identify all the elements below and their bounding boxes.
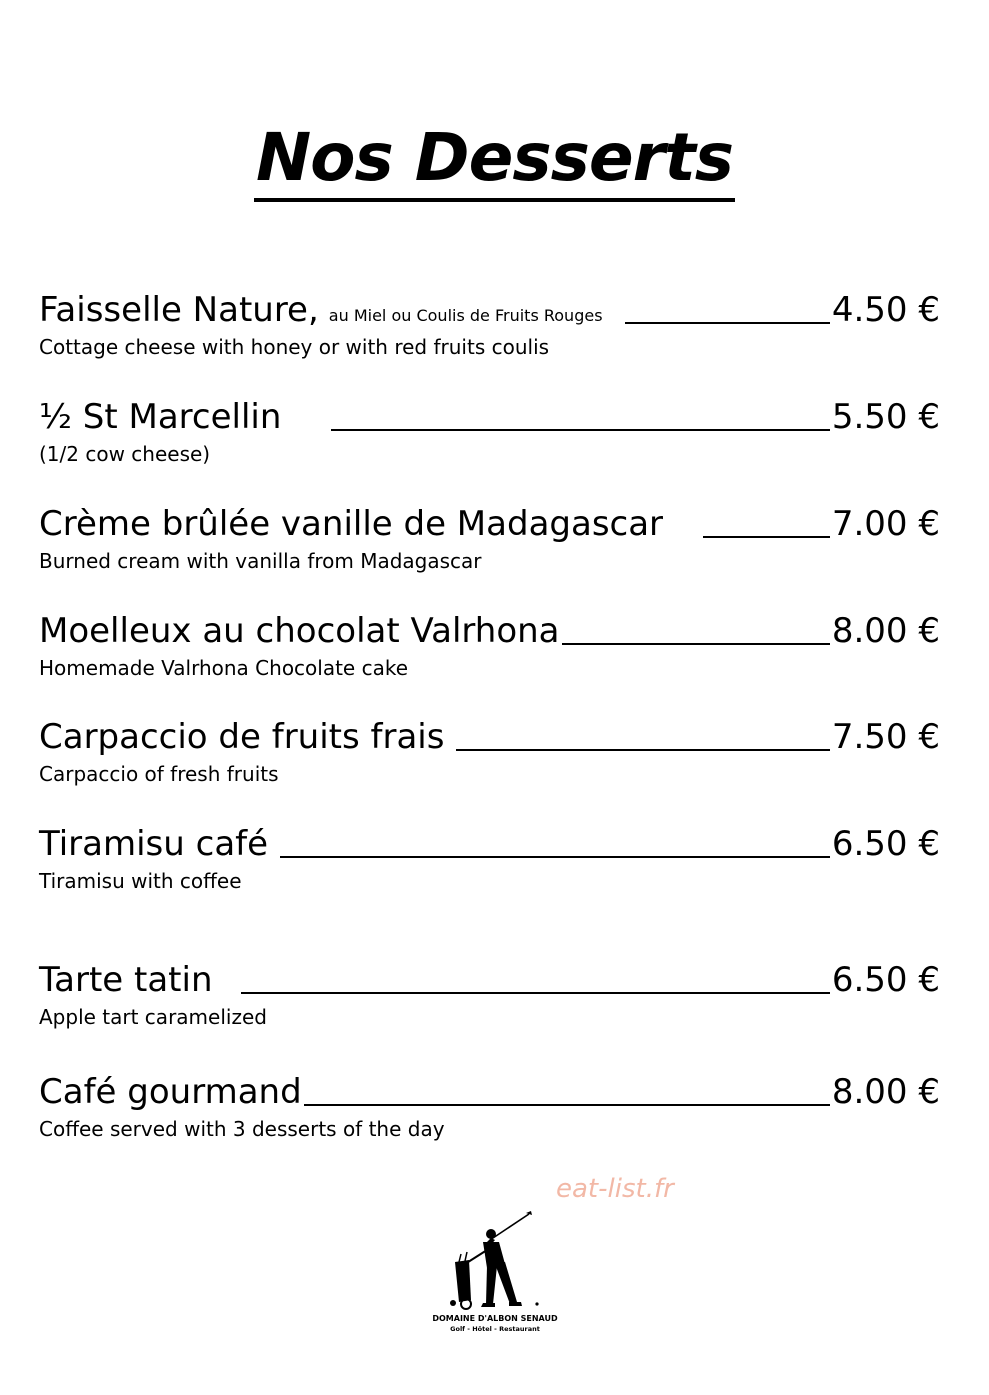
logo-name: DOMAINE D'ALBON SENAUD xyxy=(432,1314,558,1323)
item-description: Tiramisu with coffee xyxy=(39,869,242,893)
item-name: Carpaccio de fruits frais xyxy=(39,717,445,757)
item-note: au Miel ou Coulis de Fruits Rouges xyxy=(328,306,603,325)
item-name: Tiramisu café xyxy=(39,824,269,864)
menu-item-carpaccio xyxy=(39,713,940,787)
menu-item-tiramisu xyxy=(39,820,940,894)
item-description: Apple tart caramelized xyxy=(39,1005,267,1029)
item-name: Café gourmand xyxy=(39,1072,302,1112)
item-name: Crème brûlée vanille de Madagascar xyxy=(39,504,664,544)
menu-item-creme-brulee xyxy=(39,500,940,574)
menu-item-moelleux xyxy=(39,607,940,681)
golfer-logo xyxy=(425,1206,565,1346)
item-description: Carpaccio of fresh fruits xyxy=(39,762,279,786)
leader-line xyxy=(241,992,830,994)
item-name: Moelleux au chocolat Valrhona xyxy=(39,611,560,651)
leader-line xyxy=(304,1104,830,1106)
item-name: Faisselle Nature, xyxy=(39,290,319,330)
item-description: Homemade Valrhona Chocolate cake xyxy=(39,656,409,680)
item-price: 7.50 € xyxy=(831,717,940,757)
item-description: (1/2 cow cheese) xyxy=(39,442,211,466)
leader-line xyxy=(625,322,830,324)
item-price: 4.50 € xyxy=(831,290,940,330)
leader-line xyxy=(456,749,829,751)
menu-item-st-marcellin xyxy=(39,393,940,467)
item-description: Coffee served with 3 desserts of the day xyxy=(39,1117,445,1141)
item-description: Burned cream with vanilla from Madagascar xyxy=(39,549,482,573)
item-price: 7.00 € xyxy=(831,504,940,544)
leader-line xyxy=(331,429,829,431)
leader-line xyxy=(280,856,830,858)
item-price: 8.00 € xyxy=(831,1072,940,1112)
menu-item-tarte-tatin xyxy=(39,956,940,1030)
item-price: 8.00 € xyxy=(831,611,940,651)
item-price: 5.50 € xyxy=(831,397,940,437)
menu-item-faisselle xyxy=(39,286,940,360)
golfer-icon xyxy=(450,1211,539,1309)
logo-tagline: Golf - Hôtel - Restaurant xyxy=(450,1325,540,1333)
menu-item-cafe-gourmand xyxy=(39,1068,940,1142)
item-description: Cottage cheese with honey or with red fruits coulis xyxy=(39,335,550,359)
menu-title: Nos Desserts xyxy=(0,118,989,202)
item-name: ½ St Marcellin xyxy=(39,397,282,437)
leader-line xyxy=(562,643,830,645)
watermark: eat-list.fr xyxy=(556,1174,674,1204)
leader-line xyxy=(703,536,830,538)
item-price: 6.50 € xyxy=(831,960,940,1000)
item-name: Tarte tatin xyxy=(39,960,213,1000)
item-price: 6.50 € xyxy=(831,824,940,864)
